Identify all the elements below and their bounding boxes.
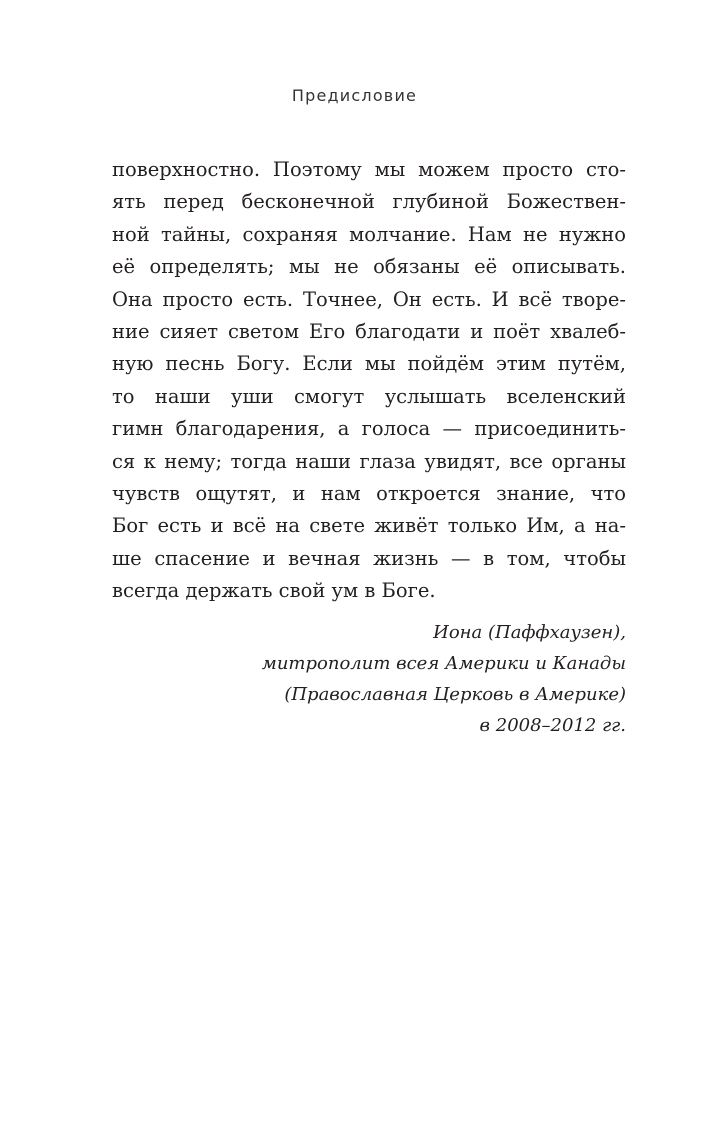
running-title: Предисловие [291, 86, 418, 105]
text-line: ной тайны, сохраняя молчание. Нам не нужно [112, 222, 626, 246]
text-line: Она просто есть. Точнее, Он есть. И всё творе- [112, 287, 626, 311]
text-line: её определять; мы не обязаны её описывать. [112, 255, 626, 279]
body-paragraph [112, 154, 626, 607]
text-line: гимн благодарения, а голоса — присоединить- [112, 417, 626, 441]
author-name: Иона (Паффхаузен), [433, 622, 626, 643]
text-line: ся к нему; тогда наши глаза увидят, все органы [112, 449, 626, 473]
text-line: ную песнь Богу. Если мы пойдём этим путём, [112, 352, 626, 376]
text-line: ше спасение и вечная жизнь — в том, чтобы [112, 546, 626, 570]
text-line: ять перед бесконечной глубиной Божествен- [112, 190, 626, 214]
text-line: Бог есть и всё на свете живёт только Им, а на- [112, 514, 626, 538]
text-line: чувств ощутят, и нам откроется знание, что [112, 481, 626, 505]
text-line: всегда держать свой ум в Боге. [112, 579, 436, 603]
author-signature [112, 617, 626, 679]
tenure-years: в 2008–2012 гг. [479, 715, 626, 736]
text-line: поверхностно. Поэтому мы можем просто сто- [112, 158, 626, 181]
church-name: (Православная Церковь в Америке) [284, 684, 626, 705]
author-title: митрополит всея Америки и Канады [261, 653, 626, 674]
text-line: то наши уши смогут услышать вселенский [112, 384, 626, 408]
text-line: ние сияет светом Его благодати и поёт хвалеб- [112, 319, 626, 343]
author-affiliation [112, 679, 626, 741]
